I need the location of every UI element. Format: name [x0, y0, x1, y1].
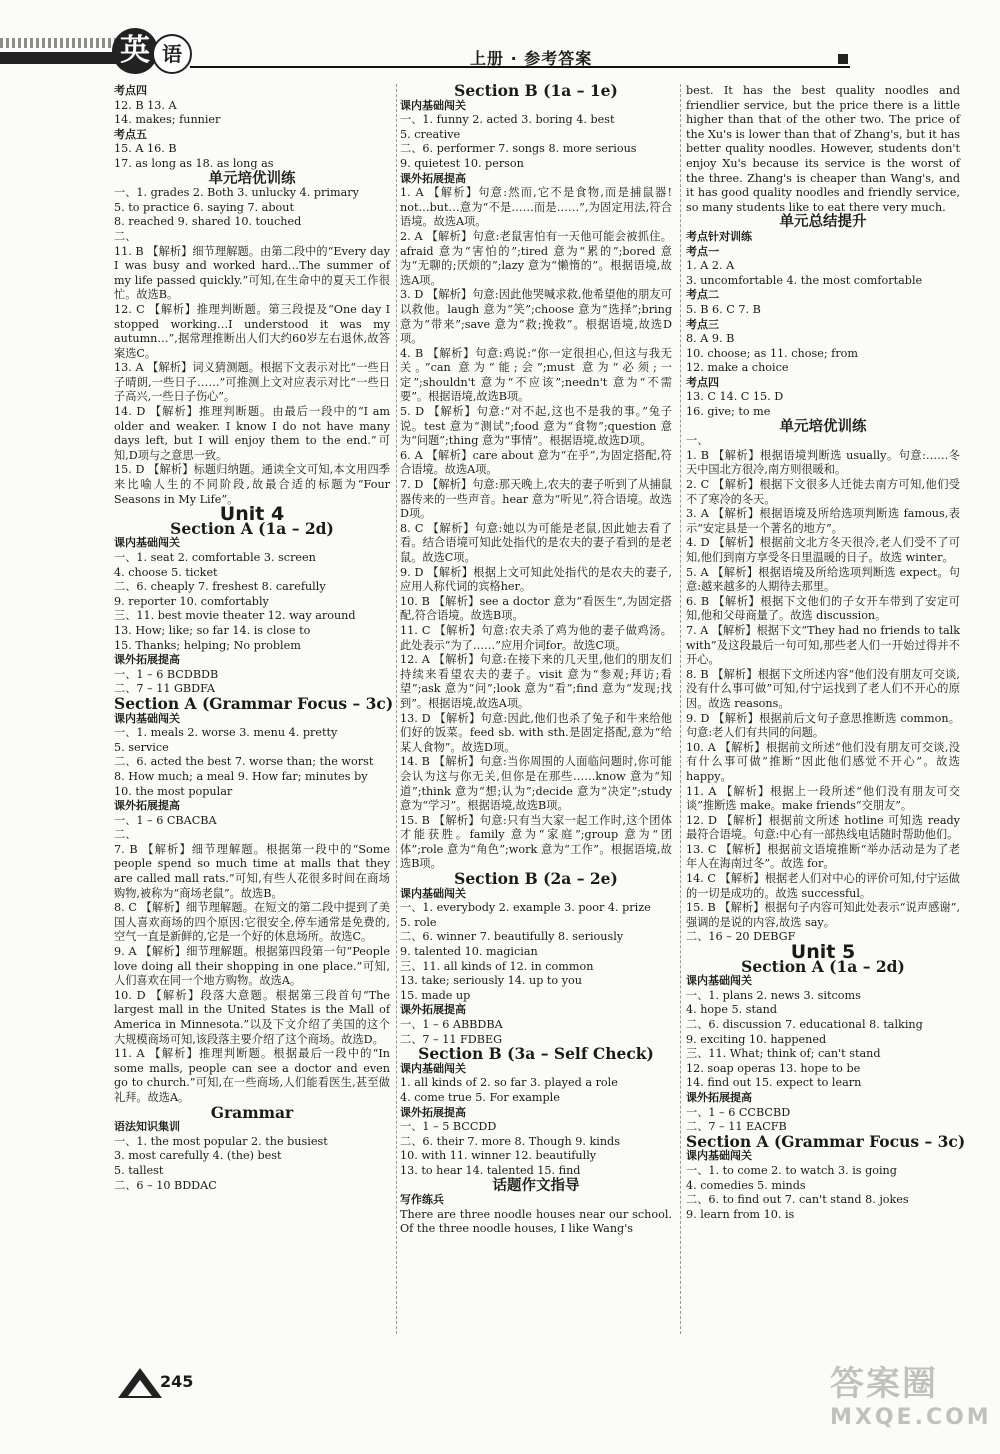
answer-line: 5. creative [400, 127, 461, 141]
column-divider-1 [396, 84, 397, 1334]
subheading: 考点四 [686, 375, 719, 389]
answer-line: 一、1. to come 2. to watch 3. is going [686, 1163, 897, 1177]
explanation-paragraph: 13. C 【解析】根据前文语境推断“举办活动是为了老年人在海南过冬”。故选 for。 [686, 842, 960, 871]
answer-line: 1. A 2. A [686, 259, 735, 273]
header-square-mark [838, 54, 848, 64]
answer-line: 5. role [400, 915, 437, 929]
answer-line: 5. tallest [114, 1163, 164, 1177]
answer-line: 一、1 – 5 BCCDD [400, 1120, 497, 1134]
explanation-paragraph: 2. C 【解析】根据下文很多人迁徙去南方可知,他们受不了寒冷的冬天。 [686, 478, 960, 506]
subheading: 课内基础闯关 [686, 974, 752, 988]
answer-line: 4. choose 5. ticket [114, 565, 218, 579]
explanation-paragraph: 5. D 【解析】句意:“对不起,这也不是我的事。”兔子说。test 意为“测试”;food 意为“食物”;question 意为“问题”;thing 意为“事情”。根据语境,故选D项。 [400, 405, 672, 448]
explanation-paragraph: 14. C 【解析】根据老人们对中心的评价可知,付宁运做的一切是成功的。故选 successful。 [686, 872, 960, 900]
subheading: 课内基础闯关 [400, 886, 466, 900]
answer-line: 一、1. grades 2. Both 3. unlucky 4. primary [114, 186, 359, 200]
explanation-paragraph: 14. B 【解析】句意:当你周围的人面临问题时,你可能会认为这与你无关,但你是在那些……know 意为“知道”;think 意为“想;认为”;decide 意为“决定”;study 意为“学习”。根据语境,故选B项。 [400, 755, 672, 813]
answer-line: 15. Thanks; helping; No problem [114, 638, 301, 652]
answer-line: 13. C 14. C 15. D [686, 390, 784, 404]
footer-triangle-inner [128, 1380, 152, 1396]
column-2 [400, 81, 672, 1237]
page-number: 245 [160, 1372, 194, 1391]
subheading: 课内基础闯关 [686, 1149, 752, 1163]
answer-line: 13. How; like; so far 14. is close to [114, 623, 311, 637]
logo-char-1: 英 [112, 28, 158, 74]
explanation-paragraph: 11. A 【解析】根据上一段所述“他们没有朋友可交谈”推断选 make。make friends“交朋友”。 [686, 784, 960, 813]
unit-title: Unit 4 [219, 503, 285, 526]
answer-line: 4. come true 5. For example [400, 1090, 560, 1104]
explanation-paragraph: 10. A 【解析】根据前文所述“他们没有朋友可交谈,没有什么事可做”推断“因此他们感觉不开心”。故选 happy。 [686, 740, 960, 783]
subheading: 考点一 [686, 244, 719, 258]
answer-line: 14. makes; funnier [114, 113, 221, 127]
answer-line: 二、6. cheaply 7. freshest 8. carefully [114, 580, 326, 594]
answer-line: 17. as long as 18. as long as [114, 156, 274, 170]
answer-line: 1. all kinds of 2. so far 3. played a role [400, 1076, 618, 1090]
subheading: 课外拓展提高 [400, 1003, 466, 1017]
answer-line: 9. reporter 10. comfortably [114, 594, 269, 608]
answer-line: 5. to practice 6. saying 7. about [114, 200, 294, 214]
answer-line: 二、6. winner 7. beautifully 8. seriously [400, 930, 624, 944]
answer-line: 二、6. discussion 7. educational 8. talking [686, 1018, 923, 1031]
subheading: 课外拓展提高 [686, 1090, 752, 1104]
section-title: Section A (Grammar Focus – 3c) [686, 1131, 966, 1151]
subheading: 考点四 [114, 84, 147, 97]
answer-line: 12. B 13. A [114, 98, 177, 112]
subheading: 课内基础闯关 [114, 536, 180, 550]
explanation-paragraph: 3. A 【解析】根据语境及所给选项判断选 famous,表示“安定县是一个著名的地方”。 [686, 507, 960, 535]
chinese-heading: 单元培优训练 [208, 170, 296, 187]
explanation-paragraph: 15. B 【解析】句意:只有当大家一起工作时,这个团体才能获胜。family 意为“家庭”;group 意为“团体”;role 意为“角色”;work 意为“工作”。根据语境,故选B项。 [400, 813, 672, 871]
explanation-paragraph: 1. A 【解析】句意:然而,它不是食物,而是捕鼠器! not…but…意为“不是……而是……”,为固定用法,符合语境。故选A项。 [400, 186, 672, 229]
explanation-paragraph: 8. B 【解析】根据下文所述内容“他们没有朋友可交谈,没有什么事可做”可知,付宁运找到了老人们不开心的原因。故选 reasons。 [686, 667, 960, 710]
explanation-paragraph: 12. C 【解析】推理判断题。第三段提及“One day I stopped working…I understood it was my autumn…”,据常理推断出人们大约60岁左右退休,故答案选C。 [114, 302, 390, 360]
subheading: 考点三 [686, 317, 719, 331]
explanation-paragraph: 4. B 【解析】句意:鸡说:“你一定很担心,但这与我无关。”can 意为“能;会”;must 意为“必须;一定”;shouldn't 意为“不应该”;needn't 意为“不需要”。根据语境,故选B项。 [400, 346, 672, 404]
explanation-paragraph: 11. A 【解析】推理判断题。根据最后一段中的“In some malls, people can see a doctor and even go to church.”可知,在一些商场,人们能看医生,甚至做礼拜。故选A。 [114, 1047, 390, 1104]
explanation-paragraph: 8. C 【解析】句意:她以为可能是老鼠,因此她去看了看。结合语境可知此处指代的是农夫的妻子看到的是老鼠。故选C项。 [400, 521, 672, 564]
header-bar [0, 52, 118, 64]
answer-line: 二、6. acted the best 7. worse than; the worst [114, 755, 374, 769]
column-1 [114, 84, 394, 1193]
answer-line: 12. soap operas 13. hope to be [686, 1061, 861, 1075]
explanation-paragraph: 13. A 【解析】词义猜测题。根据下文表示对比“一些日子晴朗,一些日子……”可推测上文对应表示对比“一些日子高兴,一些日子伤心”。 [114, 361, 390, 404]
watermark-bottom: MXQE.COM [830, 1405, 992, 1430]
watermark [830, 1356, 992, 1440]
subheading: 课外拓展提高 [114, 799, 180, 813]
section-title: Section A (1a – 2d) [741, 956, 905, 976]
explanation-paragraph: 9. D 【解析】根据前后文句子意思推断选 common。句意:老人们有共同的问题。 [686, 711, 960, 740]
answer-line: 9. exciting 10. happened [686, 1032, 827, 1046]
column-3 [686, 84, 966, 1222]
answer-line: 3. most carefully 4. (the) best [114, 1149, 282, 1163]
answer-line: 9. talented 10. magician [400, 945, 538, 959]
answer-line: 一、1 – 6 BCDBDB [114, 667, 219, 681]
answer-line: 一、1. everybody 2. example 3. poor 4. prize [400, 901, 651, 915]
answer-line: 一、1 – 6 CBACBA [114, 813, 217, 827]
subheading: 课外拓展提高 [400, 171, 466, 185]
explanation-paragraph: 7. D 【解析】句意:那天晚上,农夫的妻子听到了从捕鼠器传来的一些声音。hear 意为“听见”,符合语境。故选D项。 [400, 478, 672, 521]
answer-line: 一、1 – 6 CCBCBD [686, 1105, 791, 1119]
explanation-paragraph: There are three noodle houses near our school. Of the three noodle houses, I like Wang's [400, 1207, 672, 1236]
page-title: 上册 · 参考答案 [470, 49, 593, 68]
answer-line: 二、7 – 11 FDBEG [400, 1032, 503, 1046]
subheading: 课内基础闯关 [400, 98, 466, 112]
answer-line: 一、1 – 6 ABBDBA [400, 1018, 503, 1031]
answer-line: 二、 [114, 828, 137, 842]
section-title: Section A (Grammar Focus – 3c) [114, 693, 394, 713]
section-title: Section B (2a – 2e) [454, 869, 618, 889]
explanation-paragraph: 11. B 【解析】细节理解题。由第二段中的“Every day I was busy and worked hard…The summer of my life passed quickly.”可知,在生命中的夏天工作很忙。故选B。 [114, 244, 390, 302]
column-divider-2 [680, 84, 681, 1334]
explanation-paragraph: 12. A 【解析】句意:在接下来的几天里,他们的朋友们持续来看望农夫的妻子。visit 意为“参观;拜访;看望”;ask 意为“问”;look 意为“看”;find 意为“发现;找到”。根据语境,故选A项。 [400, 653, 672, 710]
explanation-paragraph: 14. D 【解析】推理判断题。由最后一段中的“I am older and weaker. I know I do not have many days left, but I will enjoy them to the end.”可知,D项与之意思一致。 [114, 405, 390, 462]
answer-line: 一、1. the most popular 2. the busiest [114, 1134, 328, 1148]
subheading: 考点五 [114, 127, 147, 141]
answer-line: 12. make a choice [686, 361, 789, 375]
chinese-heading: 单元总结提升 [779, 214, 867, 231]
explanation-paragraph: 8. C 【解析】细节理解题。在短文的第二段中提到了美国人喜欢商场的四个原因:它很安全,停车通常是免费的,空气一直是新鲜的,它是一个好的休息场所。故选C。 [114, 901, 390, 944]
explanation-paragraph: best. It has the best quality noodles and friendlier service, but the price there is a little higher than that of the other two. The price of the Xu's is lower than that of Zhang's, but it has better quality noodles. However, students don't enjoy Xu's because its service is the worst of the three. Zhang's is cheaper than Wang's, and it has good quality noodles and friendly service, so many students like to eat there very much. [686, 84, 960, 214]
answer-line: 15. A 16. B [114, 142, 177, 156]
answer-line: 一、1. funny 2. acted 3. boring 4. best [400, 113, 615, 127]
answer-line: 二、6. to find out 7. can't stand 8. jokes [686, 1193, 909, 1207]
chinese-heading: 话题作文指导 [492, 1177, 580, 1194]
watermark-top: 答案圈 [830, 1364, 938, 1404]
unit-title: Unit 5 [790, 941, 856, 964]
explanation-paragraph: 13. D 【解析】句意:因此,他们也杀了兔子和牛来给他们好的饭菜。feed sb. with sth.是固定搭配,意为“给某人食物”。故选D项。 [400, 711, 672, 754]
section-title: Section B (1a – 1e) [454, 81, 618, 100]
answer-line: 二、6. performer 7. songs 8. more serious [400, 142, 637, 156]
answer-line: 9. learn from 10. is [686, 1207, 795, 1221]
answer-line: 二、 [114, 229, 137, 243]
subheading: 课外拓展提高 [114, 653, 180, 667]
answer-line: 一、1. plans 2. news 3. sitcoms [686, 988, 861, 1002]
chinese-heading: 单元培优训练 [779, 418, 867, 435]
answer-line: 8. How much; a meal 9. How far; minutes by [114, 769, 368, 783]
subheading: 考点二 [686, 288, 719, 302]
subheading: 课内基础闯关 [400, 1061, 466, 1075]
answer-line: 3. uncomfortable 4. the most comfortable [686, 273, 923, 287]
answer-line: 16. give; to me [686, 405, 771, 419]
subheading: 课外拓展提高 [400, 1105, 466, 1119]
section-title: Grammar [210, 1102, 294, 1122]
explanation-paragraph: 3. D 【解析】句意:因此他哭喊求救,他希望他的朋友可以救他。laugh 意为“笑”;choose 意为“选择”;bring 意为“带来”;save 意为“救;挽救”。根据语境,故选D项。 [400, 288, 672, 346]
explanation-paragraph: 4. D 【解析】根据前文北方冬天很冷,老人们受不了可知,他们到南方享受冬日里温暖的日子。故选 winter。 [686, 536, 960, 564]
answer-line: 10. the most popular [114, 784, 233, 798]
explanation-paragraph: 15. D 【解析】标题归纳题。通读全文可知,本文用四季来比喻人生的不同阶段,故最合适的标题为“Four Seasons in My Life”。 [114, 463, 390, 506]
logo-char-2: 语 [152, 34, 192, 74]
answer-line: 10. with 11. winner 12. beautifully [400, 1149, 597, 1163]
answer-line: 4. comedies 5. minds [686, 1178, 806, 1192]
explanation-paragraph: 9. A 【解析】细节理解题。根据第四段第一句“People love doing all their shopping in one place.”可知,人们喜欢在同一个地方购物。故选A。 [114, 945, 390, 988]
answer-line: 二、6 – 10 BDDAC [114, 1178, 217, 1192]
answer-line: 13. to hear 14. talented 15. find [400, 1163, 581, 1177]
answer-line: 二、7 – 11 GBDFA [114, 682, 215, 696]
explanation-paragraph: 12. D 【解析】根据前文所述 hotline 可知选 ready 最符合语境。句意:中心有一部热线电话随时帮助他们。 [686, 813, 960, 842]
subject-logo [112, 28, 192, 74]
answer-line: 二、7 – 11 EACFB [686, 1120, 787, 1134]
explanation-paragraph: 7. B 【解析】细节理解题。根据第一段中的“Some people spend so much time at malls that they are called mall rats.”可知,有些人花很多时间在商场购物,被称为“商场老鼠”。故选B。 [114, 842, 390, 900]
subheading: 写作练兵 [400, 1193, 444, 1207]
header-dot-bar [0, 38, 118, 48]
answer-line: 5. B 6. C 7. B [686, 302, 761, 316]
subheading: 课内基础闯关 [114, 711, 180, 725]
section-title: Section A (1a – 2d) [170, 518, 334, 538]
page-header [0, 0, 1000, 80]
explanation-paragraph: 5. A 【解析】根据语境及所给选项判断选 expect。句意:越来越多的人期待去那里。 [686, 565, 960, 594]
answer-line: 一、 [686, 434, 709, 448]
answer-line: 二、16 – 20 DEBGF [686, 930, 796, 944]
answer-line: 8. reached 9. shared 10. touched [114, 215, 302, 229]
answer-line: 一、1. seat 2. comfortable 3. screen [114, 551, 316, 564]
subheading: 语法知识集训 [114, 1120, 180, 1134]
answer-line: 10. choose; as 11. chose; from [686, 346, 859, 360]
answer-line: 三、11. What; think of; can't stand [686, 1047, 881, 1061]
answer-line: 二、6. their 7. more 8. Though 9. kinds [400, 1134, 620, 1148]
answer-line: 14. find out 15. expect to learn [686, 1076, 862, 1090]
explanation-paragraph: 7. A 【解析】根据下文“They had no friends to talk with”及这段最后一句可知,那些老人们一开始过得并不开心。 [686, 623, 961, 667]
explanation-paragraph: 15. B 【解析】根据句子内容可知此处表示“说声感谢”,强调的是说的内容,故选 say。 [686, 901, 960, 929]
answer-line: 一、1. meals 2. worse 3. menu 4. pretty [114, 726, 338, 740]
answer-line: 13. take; seriously 14. up to you [400, 974, 582, 988]
answer-line: 4. hope 5. stand [686, 1003, 778, 1017]
subheading: 考点针对训练 [686, 229, 752, 243]
answer-line: 15. made up [400, 988, 471, 1002]
explanation-paragraph: 9. D 【解析】根据上文可知此处指代的是农夫的妻子,应用人称代词的宾格her。 [400, 565, 672, 594]
answer-line: 三、11. all kinds of 12. in common [400, 959, 594, 973]
explanation-paragraph: 1. B 【解析】根据语境判断选 usually。句意:……冬天中国北方很冷,南方则很暖和。 [686, 448, 960, 477]
explanation-paragraph: 11. C 【解析】句意:农夫杀了鸡为他的妻子做鸡汤。此处表示“为了……”应用介词for。故选C项。 [400, 623, 672, 652]
answer-line: 8. A 9. B [686, 332, 735, 346]
explanation-paragraph: 6. A 【解析】care about 意为“在乎”,为固定搭配,符合语境。故选A项。 [400, 448, 672, 477]
answer-line: 三、11. best movie theater 12. way around [114, 609, 356, 623]
answer-line: 5. service [114, 740, 169, 754]
explanation-paragraph: 10. D 【解析】段落大意题。根据第三段首句“The largest mall in the United States is the Mall of America in Minnesota.”以及下文介绍了美国的这个大规模商场可知,该段落主要介绍了这个商场。故选D。 [114, 988, 390, 1046]
explanation-paragraph: 10. B 【解析】see a doctor 意为“看医生”,为固定搭配,符合语境。故选B项。 [400, 594, 672, 623]
answer-line: 9. quietest 10. person [400, 156, 524, 170]
explanation-paragraph: 2. A 【解析】句意:老鼠害怕有一天他可能会被抓住。afraid 意为“害怕的”;tired 意为“累的”;bored 意为“无聊的;厌烦的”;lazy 意为“懒惰的”。根据语境,故选A项。 [400, 229, 672, 287]
section-title: Section B (3a – Self Check) [418, 1044, 654, 1064]
explanation-paragraph: 6. B 【解析】根据下文他们的子女开车带到了安定可知,他和父母商量了。故选 discussion。 [686, 594, 960, 623]
